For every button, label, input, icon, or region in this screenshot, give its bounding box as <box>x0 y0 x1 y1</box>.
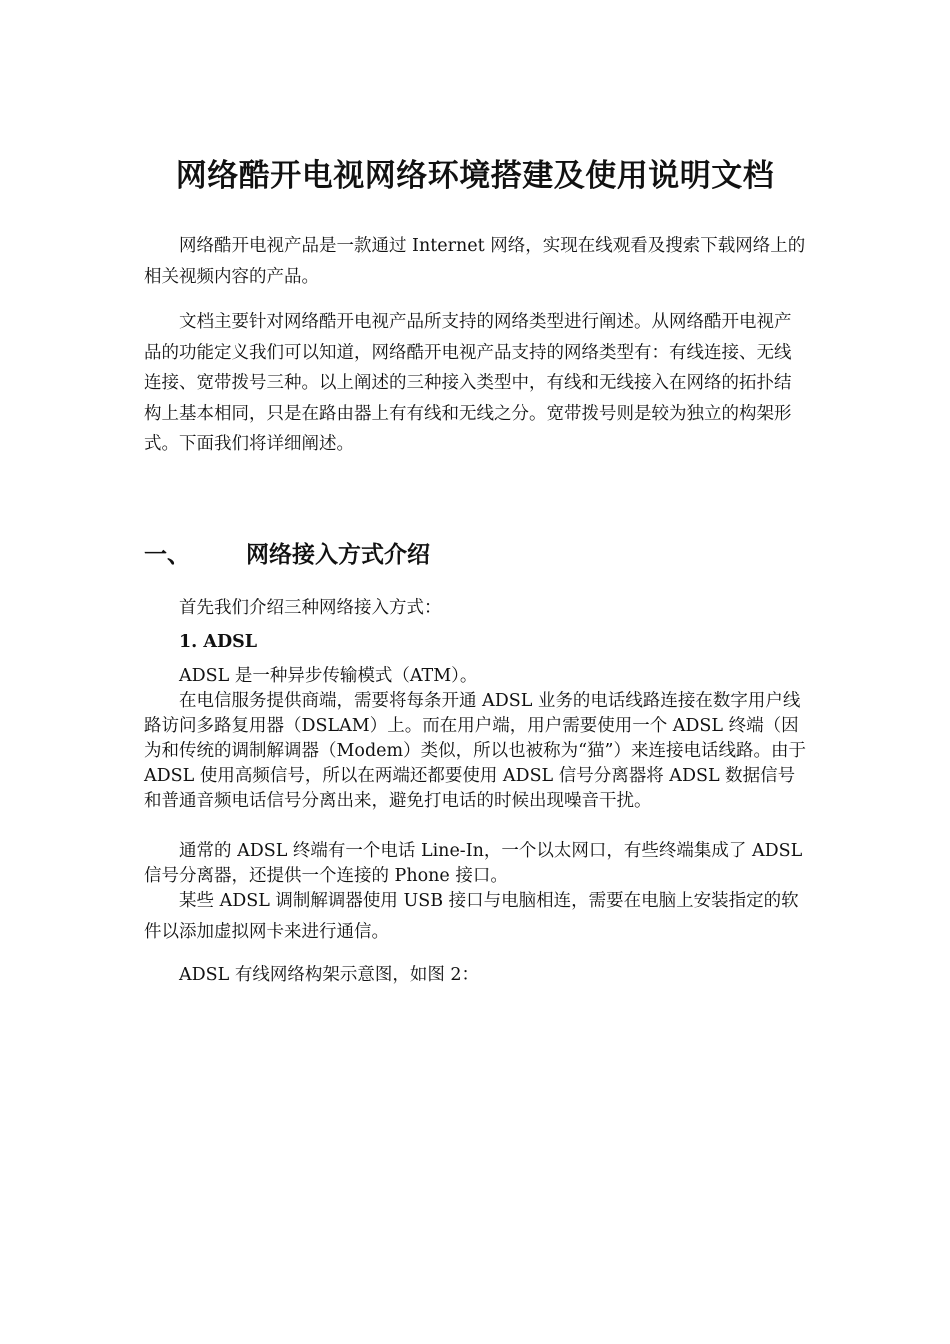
adsl-paragraph-5: ADSL 有线网络构架示意图，如图 2： <box>179 965 480 985</box>
adsl-paragraph-1: ADSL 是一种异步传输模式（ATM）。 <box>179 666 478 686</box>
adsl-paragraph-4: 某些 ADSL 调制解调器使用 USB 接口与电脑相连，需要在电脑上安装指定的软件以添加虚拟网卡来进行通信。 <box>144 891 799 942</box>
section-number: 一、 <box>144 542 190 568</box>
subsection-heading-adsl: 1. ADSL <box>179 632 258 652</box>
section-heading <box>144 538 430 572</box>
adsl-paragraph-3: 通常的 ADSL 终端有一个电话 Line-In，一个以太网口，有些终端集成了 ADSL 信号分离器，还提供一个连接的 Phone 接口。 <box>144 841 803 886</box>
adsl-paragraph-2: 在电信服务提供商端，需要将每条开通 ADSL 业务的电话线路连接在数字用户线路访问多路复用器（DSLAM）上。而在用户端，用户需要使用一个 ADSL 终端（因为和传统的调制解调器（Modem）类似，所以也被称为“猫”）来连接电话线路。由于 ADSL 使用高频信号，所以在两端还都要使用 ADSL 信号分离器将 ADSL 数据信号和普通音频电话信号分离出来，避免打电话的时候出现噪音干扰。 <box>144 691 806 811</box>
section-title: 网络接入方式介绍 <box>246 542 430 568</box>
document-title: 网络酷开电视网络环境搭建及使用说明文档 <box>175 158 775 194</box>
intro-paragraph-2: 文档主要针对网络酷开电视产品所支持的网络类型进行阐述。从网络酷开电视产品的功能定义我们可以知道，网络酷开电视产品支持的网络类型有：有线连接、无线连接、宽带拨号三种。以上阐述的三种接入类型中，有线和无线接入在网络的拓扑结构上基本相同，只是在路由器上有有线和无线之分。宽带拨号则是较为独立的构架形式。下面我们将详细阐述。 <box>144 312 792 454</box>
intro-paragraph-1: 网络酷开电视产品是一款通过 Internet 网络，实现在线观看及搜索下载网络上的相关视频内容的产品。 <box>144 236 806 287</box>
section-lead: 首先我们介绍三种网络接入方式： <box>179 598 442 618</box>
